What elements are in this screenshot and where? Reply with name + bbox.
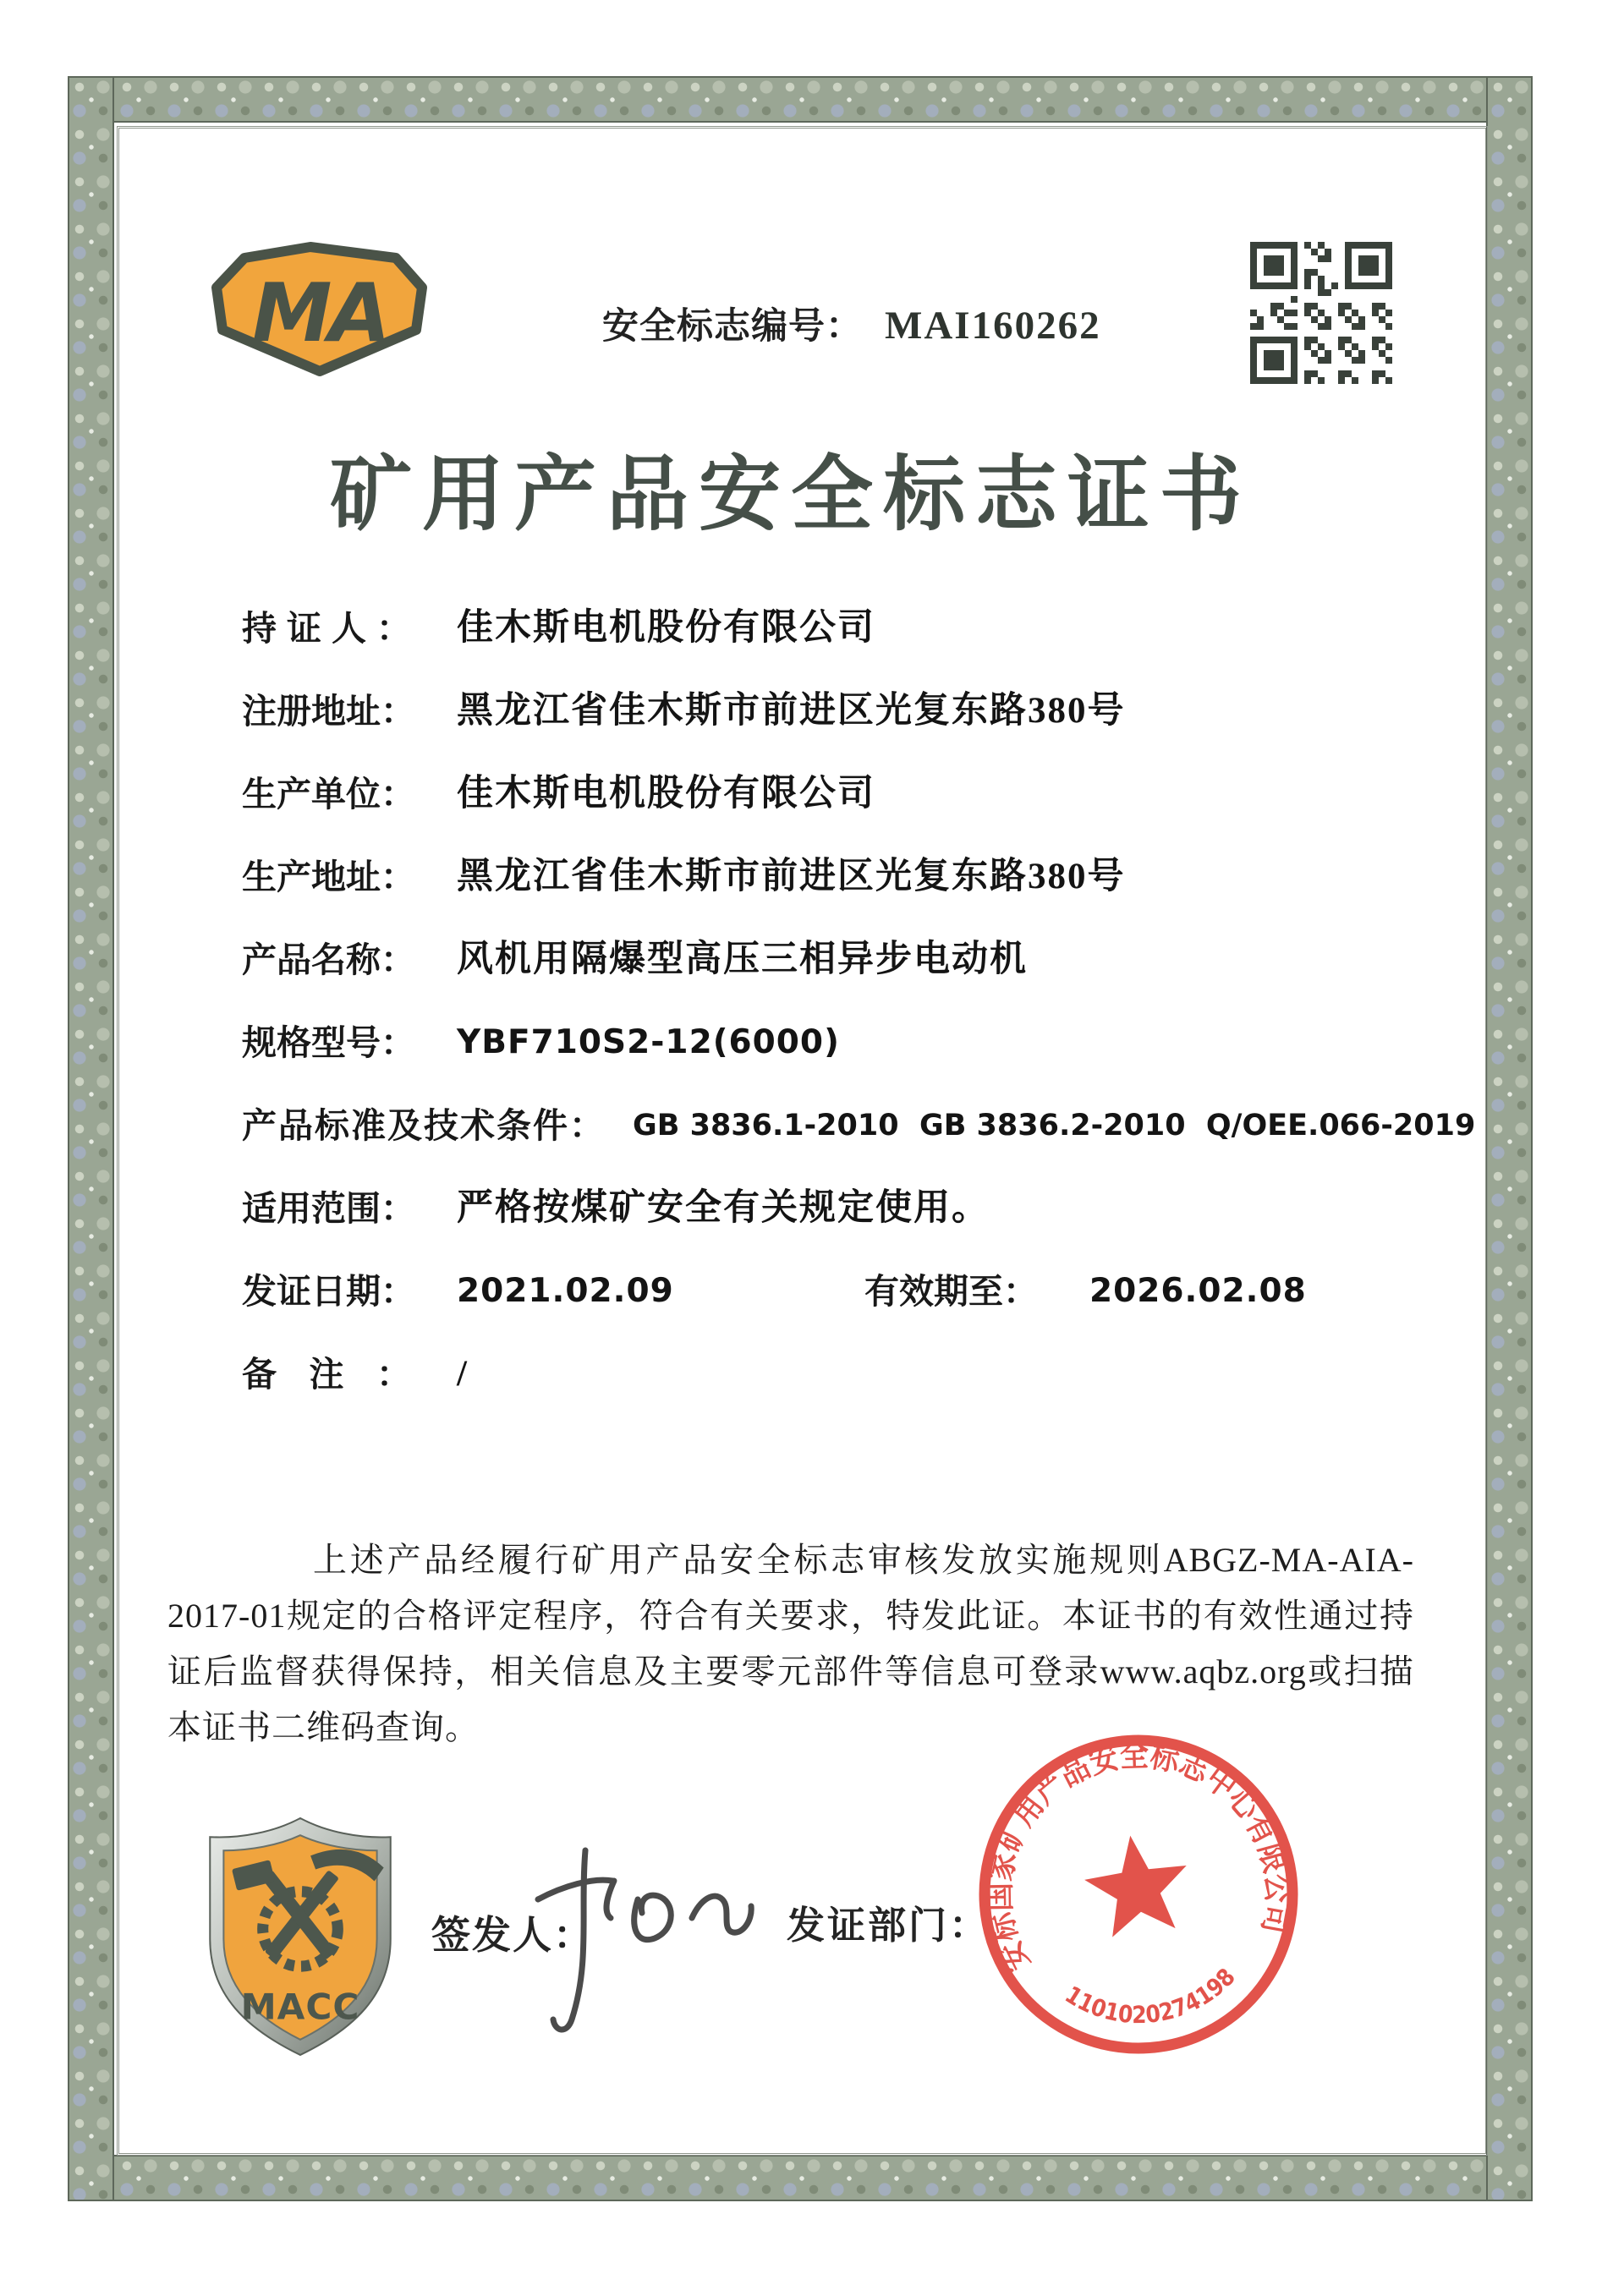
field-value: 佳木斯电机股份有限公司	[457, 774, 875, 814]
field-row-standards	[242, 1099, 1511, 1152]
qr-finder-top-right	[1345, 242, 1392, 289]
qr-code-icon	[1250, 242, 1392, 384]
ma-badge-icon	[211, 242, 428, 377]
issuer-signature	[504, 1818, 775, 2055]
field-row-notes	[242, 1348, 1511, 1400]
qr-finder-top-left	[1250, 242, 1298, 289]
notes-label: 备注：	[242, 1355, 411, 1394]
field-row-model	[242, 1016, 1511, 1069]
field-row-production-address	[242, 851, 1511, 903]
field-label: 适用范围：	[242, 1189, 415, 1228]
macc-shield-icon	[198, 1813, 403, 2060]
field-value: 黑龙江省佳木斯市前进区光复东路380号	[457, 857, 1126, 896]
field-label: 持证人：	[242, 609, 411, 648]
expiry-date-label: 有效期至：	[864, 1272, 1038, 1311]
field-label: 规格型号：	[242, 1023, 415, 1062]
macc-shield-logo	[198, 1813, 403, 2060]
issue-date-value: 2021.02.09	[457, 1272, 674, 1310]
field-row-registered-address	[242, 685, 1511, 737]
field-label: 产品名称：	[242, 940, 415, 979]
border-pattern-top	[68, 76, 1533, 123]
certificate-title: 矿用产品安全标志证书	[330, 450, 1252, 540]
qr-finder-bottom-left	[1250, 337, 1298, 384]
field-value: 黑龙江省佳木斯市前进区光复东路380号	[457, 691, 1126, 731]
seal-number-text: 1101020274198	[1060, 1961, 1243, 2030]
border-pattern-bottom	[68, 2155, 1533, 2201]
official-seal-icon	[973, 1729, 1304, 2060]
field-label: 生产地址：	[242, 858, 415, 896]
seal-star-icon	[1079, 1828, 1195, 1940]
field-value: 佳木斯电机股份有限公司	[457, 608, 875, 648]
field-label: 注册地址：	[242, 692, 415, 731]
safety-mark-number: MAI160262	[885, 304, 1101, 348]
field-row-manufacturer	[242, 768, 1511, 820]
field-label: 产品标准及技术条件：	[242, 1106, 606, 1145]
field-value: GB 3836.1-2010 GB 3836.2-2010 Q/OEE.066-2019	[633, 1109, 1476, 1143]
field-row-scope	[242, 1182, 1511, 1235]
safety-mark-number-row	[602, 298, 1101, 348]
field-value: 风机用隔爆型高压三相异步电动机	[457, 940, 1028, 979]
field-row-holder	[242, 602, 1511, 655]
issue-date-label: 发证日期：	[242, 1272, 415, 1311]
field-value: 严格按煤矿安全有关规定使用。	[457, 1188, 990, 1228]
notes-value: /	[457, 1354, 469, 1394]
border-pattern-left	[68, 76, 114, 2201]
field-value: YBF710S2-12(6000)	[457, 1023, 840, 1061]
field-row-validity	[242, 1265, 1511, 1318]
expiry-date-value: 2026.02.08	[1089, 1272, 1307, 1310]
issuing-department-label: 发证部门：	[787, 1904, 990, 1947]
seal-company-text: 安标国家矿用产品安全标志中心有限公司	[979, 1734, 1298, 1979]
field-label: 生产单位：	[242, 775, 415, 814]
ma-badge-text: MA	[251, 267, 388, 360]
qr-code	[1250, 242, 1392, 384]
signature-icon	[504, 1818, 775, 2055]
macc-text: MACC	[240, 1986, 360, 2028]
statement-paragraph: 上述产品经履行矿用产品安全标志审核发放实施规则ABGZ-MA-AIA-2017-01规定的合格评定程序，符合有关要求，特发此证。本证书的有效性通过持证后监督获得保持，相关信息及主要零元部件等信息可登录www.aqbz.org或扫描本证书二维码查询。	[167, 1541, 1414, 1746]
official-seal	[973, 1729, 1304, 2060]
issuer-label: 签发人：	[431, 1914, 594, 1957]
field-row-product-name	[242, 934, 1511, 986]
ma-safety-mark-logo	[211, 242, 428, 377]
safety-mark-label: 安全标志编号：	[602, 306, 863, 347]
